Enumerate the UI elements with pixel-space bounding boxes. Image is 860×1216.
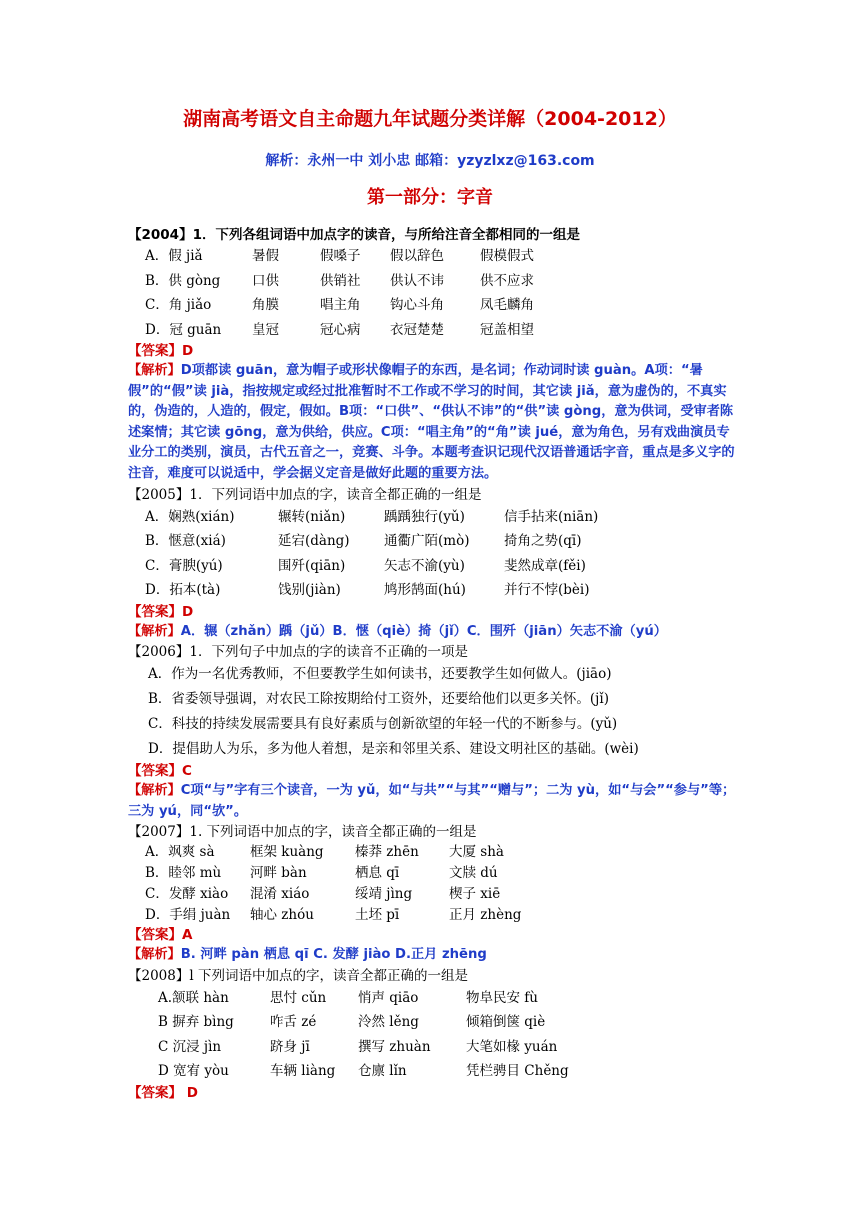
option-item: 轴心 zhóu — [250, 907, 314, 924]
option-item: 楔子 xiē — [449, 886, 501, 903]
analysis-text: B. 河畔 pàn 栖息 qī C. 发酵 jiào D.正月 zhēng — [180, 947, 487, 963]
option-item: 榛莽 zhēn — [355, 844, 419, 861]
option-word: 供销社 — [320, 272, 361, 289]
question-stem-2004: 【2004】1．下列各组词语中加点字的读音，与所给注音全都相同的一组是 — [128, 227, 580, 243]
answer-value: D — [182, 1084, 198, 1101]
answer-label: 【答案】 — [128, 1084, 182, 1101]
option-row — [128, 529, 738, 554]
option-item: 物阜民安 fù — [466, 989, 538, 1006]
option-key: A．假 jiǎ — [145, 248, 203, 264]
answer-value: D — [182, 343, 194, 359]
option-item: 正月 zhèng — [449, 907, 522, 924]
option-word: 假以辞色 — [390, 248, 444, 264]
option-sentence: A．作为一名优秀教师，不但要教学生如何读书，还要教学生如何做人。(jiāo) — [148, 666, 612, 683]
analysis-2006 — [128, 781, 738, 822]
option-row — [128, 269, 738, 294]
option-item: A．飒爽 sà — [145, 844, 215, 861]
option-item: 车辆 liàng — [270, 1063, 336, 1080]
option-item: 悄声 qiāo — [358, 989, 419, 1006]
option-item: 思忖 cǔn — [270, 989, 327, 1006]
option-item: C．膏腴(yú) — [145, 557, 223, 574]
question-stem-2007: 【2007】1. 下列词语中加点的字，读音全都正确的一组是 — [128, 824, 477, 841]
option-item: 泠然 lěng — [358, 1014, 419, 1031]
option-item: 仓廪 lǐn — [358, 1063, 407, 1080]
option-word: 供不应求 — [480, 272, 534, 289]
option-row — [128, 884, 738, 905]
answer-value: A — [182, 927, 193, 944]
question-stem-2008: 【2008】l 下列词语中加点的字，读音全都正确的一组是 — [128, 967, 468, 984]
option-word: 凤毛麟角 — [480, 297, 534, 313]
option-item: D 宽宥 yòu — [158, 1063, 229, 1080]
option-word: 唱主角 — [320, 297, 361, 313]
option-row — [128, 986, 738, 1011]
analysis-2004 — [128, 361, 738, 485]
question-stem-2005: 【2005】1．下列词语中加点的字，读音全都正确的一组是 — [128, 486, 482, 503]
option-item: 矢志不渝(yù) — [384, 557, 465, 574]
option-item: 踽踽独行(yǔ) — [384, 508, 465, 525]
option-item: 混淆 xiáo — [250, 886, 310, 903]
page-title: 湖南高考语文自主命题九年试题分类详解（2004-2012） — [183, 108, 677, 130]
analysis-2007 — [128, 945, 738, 966]
option-item: D．拓本(tà) — [145, 582, 221, 599]
option-item: B 摒弃 bìng — [158, 1014, 234, 1031]
options-2005 — [128, 505, 738, 603]
option-item: 跻身 jī — [270, 1038, 310, 1055]
option-item: 撰写 zhuàn — [358, 1038, 431, 1055]
option-row — [128, 318, 738, 343]
options-2007 — [128, 842, 738, 926]
option-item: 大笔如椽 yuán — [466, 1038, 558, 1055]
option-item: 土坯 pī — [355, 907, 400, 924]
option-item: 围歼(qiān) — [278, 557, 346, 574]
answer-2004 — [128, 342, 738, 361]
answer-value: D — [182, 603, 194, 620]
section-heading: 第一部分：字音 — [367, 187, 493, 208]
option-word: 暑假 — [252, 248, 279, 264]
answer-label: 【答案】 — [128, 603, 182, 620]
option-word: 冠心病 — [320, 321, 361, 338]
option-key: B．供 gòng — [145, 272, 221, 289]
option-item: B．惬意(xiá) — [145, 533, 226, 550]
option-sentence: D．提倡助人为乐，多为他人着想，是亲和邻里关系、建设文明社区的基础。(wèi) — [148, 741, 639, 758]
option-key: C．角 jiǎo — [145, 297, 212, 313]
option-item: 通衢广陌(mò) — [384, 533, 470, 550]
analysis-label: 【解析】 — [128, 947, 181, 963]
option-word: 钩心斗角 — [390, 297, 444, 313]
option-item: 延宕(dàng) — [278, 533, 350, 550]
option-item: 倾箱倒箧 qiè — [466, 1014, 546, 1031]
analysis-label: 【解析】 — [128, 623, 181, 639]
option-word: 角膜 — [252, 297, 279, 313]
option-sentence: B．省委领导强调，对农民工除按期给付工资外，还要给他们以更多关怀。(jǐ) — [148, 691, 609, 708]
option-row — [128, 1059, 738, 1084]
answer-2007 — [128, 926, 738, 945]
option-row — [128, 863, 738, 884]
option-item: B．睦邻 mù — [145, 865, 222, 882]
option-row — [128, 244, 738, 269]
option-item: 栖息 qī — [355, 865, 400, 882]
option-row — [128, 905, 738, 926]
analysis-text: D项都读 guān，意为帽子或形状像帽子的东西，是名词；作动词时读 guàn。A项：“暑假”的“假”读 jià，指按规定或经过批准暂时不工作或不学习的时间，其它读 jiǎ，意为虚伪的，不真实的，伪造的，人造的，假定，假如。B项：“口供”、“供认不讳”的“供”读 gòng，意为供词，受审者陈述案情；其它读 gōng，意为供给，供应。C项：“唱主角”的“角”读 jué，意为角色，另有戏曲演员专业分工的类别，演员，古代五音之一，竞赛、斗争。本题考查识记现代汉语普通话字音，重点是多义字的注音，难度可以说适中，学会据义定音是做好此题的重要方法。 — [128, 363, 735, 481]
option-item: C．发酵 xiào — [145, 886, 229, 903]
answer-value: C — [182, 763, 192, 780]
analysis-label: 【解析】 — [128, 363, 181, 378]
option-row — [128, 554, 738, 579]
option-word: 口供 — [252, 272, 279, 289]
option-item: 斐然成章(fěi) — [504, 557, 586, 574]
option-word: 衣冠楚楚 — [390, 321, 444, 338]
option-word: 假嗓子 — [320, 248, 361, 264]
option-row — [128, 1035, 738, 1060]
question-stem-2006: 【2006】1．下列句子中加点的字的读音不正确的一项是 — [128, 644, 468, 661]
option-item: 框架 kuàng — [250, 844, 324, 861]
option-item: 信手拈来(niān) — [504, 508, 599, 525]
analysis-2005 — [128, 622, 738, 643]
answer-2006 — [128, 762, 738, 781]
answer-2008 — [128, 1084, 738, 1103]
option-item: 绥靖 jìng — [355, 886, 413, 903]
option-key: D．冠 guān — [145, 321, 222, 338]
document-body — [128, 226, 738, 1103]
option-item: 鸠形鹄面(hú) — [384, 582, 466, 599]
option-row — [128, 505, 738, 530]
option-row — [128, 842, 738, 863]
option-row — [128, 578, 738, 603]
option-item: 咋舌 zé — [270, 1014, 317, 1031]
option-word: 供认不讳 — [390, 272, 444, 289]
options-2008 — [128, 986, 738, 1084]
option-item: 文牍 dú — [449, 865, 498, 882]
analysis-text: A．辗（zhǎn）踽（jǔ）B．惬（qiè）掎（jǐ）C．围歼（jiān）矢志不渝（yú） — [180, 623, 667, 639]
answer-label: 【答案】 — [128, 927, 182, 944]
option-item: 凭栏骋目 Chěng — [466, 1063, 569, 1080]
answer-label: 【答案】 — [128, 763, 182, 780]
option-item: 掎角之势(qī) — [504, 533, 582, 550]
option-item: A.颔联 hàn — [158, 989, 229, 1006]
option-item: 辗转(niǎn) — [278, 508, 346, 525]
option-item: A．娴熟(xián) — [145, 508, 235, 525]
options-2006 — [128, 662, 738, 762]
option-item: D．手绢 juàn — [145, 907, 231, 924]
option-item: 饯别(jiàn) — [278, 582, 341, 599]
option-word: 假模假式 — [480, 248, 534, 264]
option-sentence: C．科技的持续发展需要具有良好素质与创新欲望的年轻一代的不断参与。(yǔ) — [148, 716, 618, 733]
option-word: 冠盖相望 — [480, 321, 534, 338]
analysis-label: 【解析】 — [128, 783, 181, 799]
option-item: 大厦 shà — [449, 844, 504, 861]
analysis-text: C项“与”字有三个读音，一为 yǔ，如“与共”“与其”“赠与”；二为 yù，如“与会”“参与”等；三为 yú，同“欤”。 — [128, 783, 736, 819]
option-item: 河畔 bàn — [250, 865, 307, 882]
answer-2005 — [128, 603, 738, 622]
options-2004 — [128, 244, 738, 342]
answer-label: 【答案】 — [128, 343, 182, 359]
option-item: 并行不悖(bèi) — [504, 582, 590, 599]
option-word: 皇冠 — [252, 321, 279, 338]
option-row — [128, 1010, 738, 1035]
option-item: C 沉浸 jìn — [158, 1038, 222, 1055]
option-row — [128, 293, 738, 318]
author-line: 解析：永州一中 刘小忠 邮箱：yzyzlxz@163.com — [265, 153, 595, 169]
